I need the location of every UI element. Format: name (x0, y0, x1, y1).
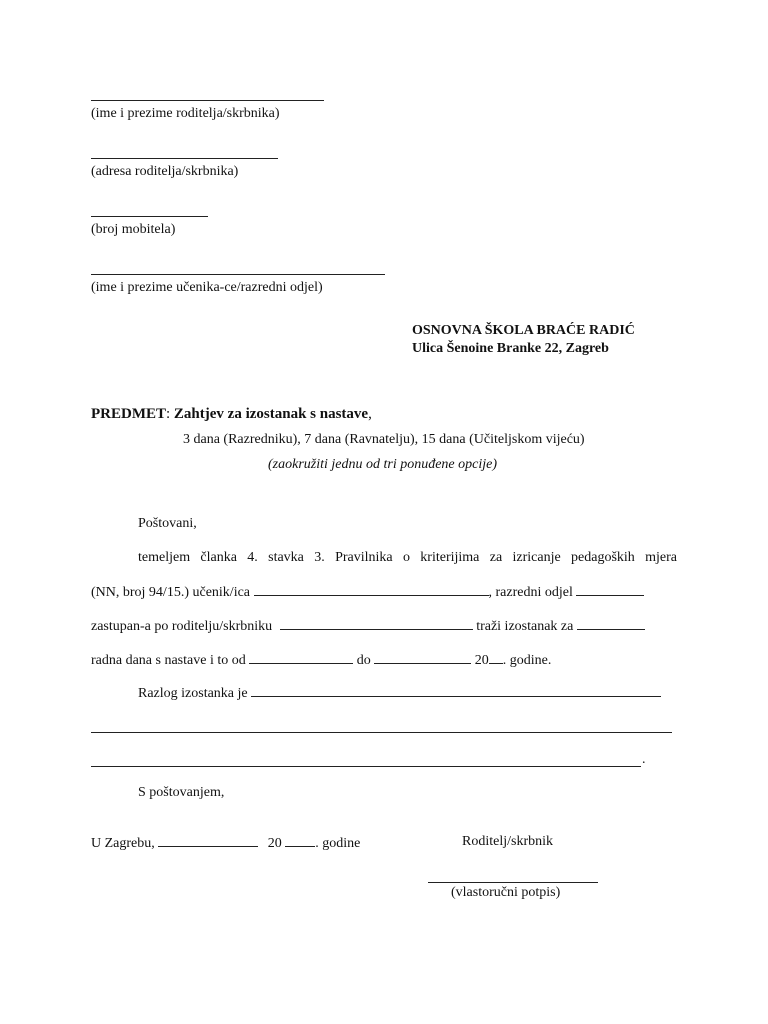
days-blank[interactable] (577, 617, 645, 630)
body-line-1 (138, 550, 677, 566)
phone-number-label: (broj mobitela) (91, 222, 176, 237)
from-prefix: radna dana s nastave i to od (91, 653, 246, 668)
footer-year-prefix: 20 (267, 836, 282, 851)
closing: S poštovanjem, (138, 785, 225, 800)
reason-blank-1[interactable] (251, 684, 661, 697)
school-name: OSNOVNA ŠKOLA BRAĆE RADIĆ (412, 323, 635, 338)
body-line-3 (91, 617, 645, 635)
school-address: Ulica Šenoine Branke 22, Zagreb (412, 341, 609, 356)
date-from-blank[interactable] (249, 651, 353, 664)
reason-blank-3[interactable] (91, 766, 641, 767)
class-blank[interactable] (576, 583, 644, 596)
represented-prefix: zastupan-a po roditelju/skrbniku (91, 619, 273, 634)
signature-note: (vlastoručni potpis) (451, 885, 561, 900)
body-line-4 (91, 651, 551, 669)
reason-line (138, 684, 661, 702)
student-prefix: (NN, broj 94/15.) učenik/ica (91, 585, 251, 600)
subject-label: PREDMET (91, 406, 166, 422)
student-name-line[interactable] (91, 274, 385, 275)
place-date-line (91, 834, 360, 852)
subject-title: Zahtjev za izostanak s nastave (173, 406, 369, 422)
year-prefix: 20 (474, 653, 489, 668)
request-text: traži izostanak za (476, 619, 574, 634)
parent-address-label: (adresa roditelja/skrbnika) (91, 164, 239, 179)
footer-year-suffix: . godine (315, 836, 361, 851)
body-line-2 (91, 583, 644, 601)
to-prefix: do (356, 653, 371, 668)
student-name-blank[interactable] (254, 583, 489, 596)
year-suffix: . godine. (502, 653, 552, 668)
parent-name-label: (ime i prezime roditelja/skrbnika) (91, 106, 280, 121)
footer-year-blank[interactable] (285, 834, 315, 847)
signer-label: Roditelj/skrbnik (462, 834, 553, 849)
regulation-text: temeljem članka 4. stavka 3. Pravilnika o kriterijima za izricanje pedagoških mjera (138, 550, 677, 565)
student-name-label: (ime i prezime učenika-ce/razredni odjel) (91, 280, 323, 295)
subject-comma: , (368, 406, 372, 422)
subject-line (91, 406, 372, 423)
year-blank[interactable] (489, 651, 503, 664)
phone-number-line[interactable] (91, 216, 208, 217)
signature-line[interactable] (428, 882, 598, 883)
parent-address-line[interactable] (91, 158, 278, 159)
date-to-blank[interactable] (374, 651, 471, 664)
subject-colon: : (166, 406, 171, 422)
greeting: Poštovani, (138, 516, 197, 531)
parent-name-line[interactable] (91, 100, 324, 101)
reason-blank-2[interactable] (91, 732, 672, 733)
parent-name-blank[interactable] (280, 617, 473, 630)
class-prefix: , razredni odjel (488, 585, 573, 600)
date-blank[interactable] (158, 834, 258, 847)
reason-label: Razlog izostanka je (138, 686, 248, 701)
subject-note: (zaokružiti jednu od tri ponuđene opcije) (268, 457, 498, 472)
reason-end: . (642, 752, 646, 767)
subject-options: 3 dana (Razredniku), 7 dana (Ravnatelju), 15 dana (Učiteljskom vijeću) (183, 432, 585, 447)
place-label: U Zagrebu, (91, 836, 155, 851)
